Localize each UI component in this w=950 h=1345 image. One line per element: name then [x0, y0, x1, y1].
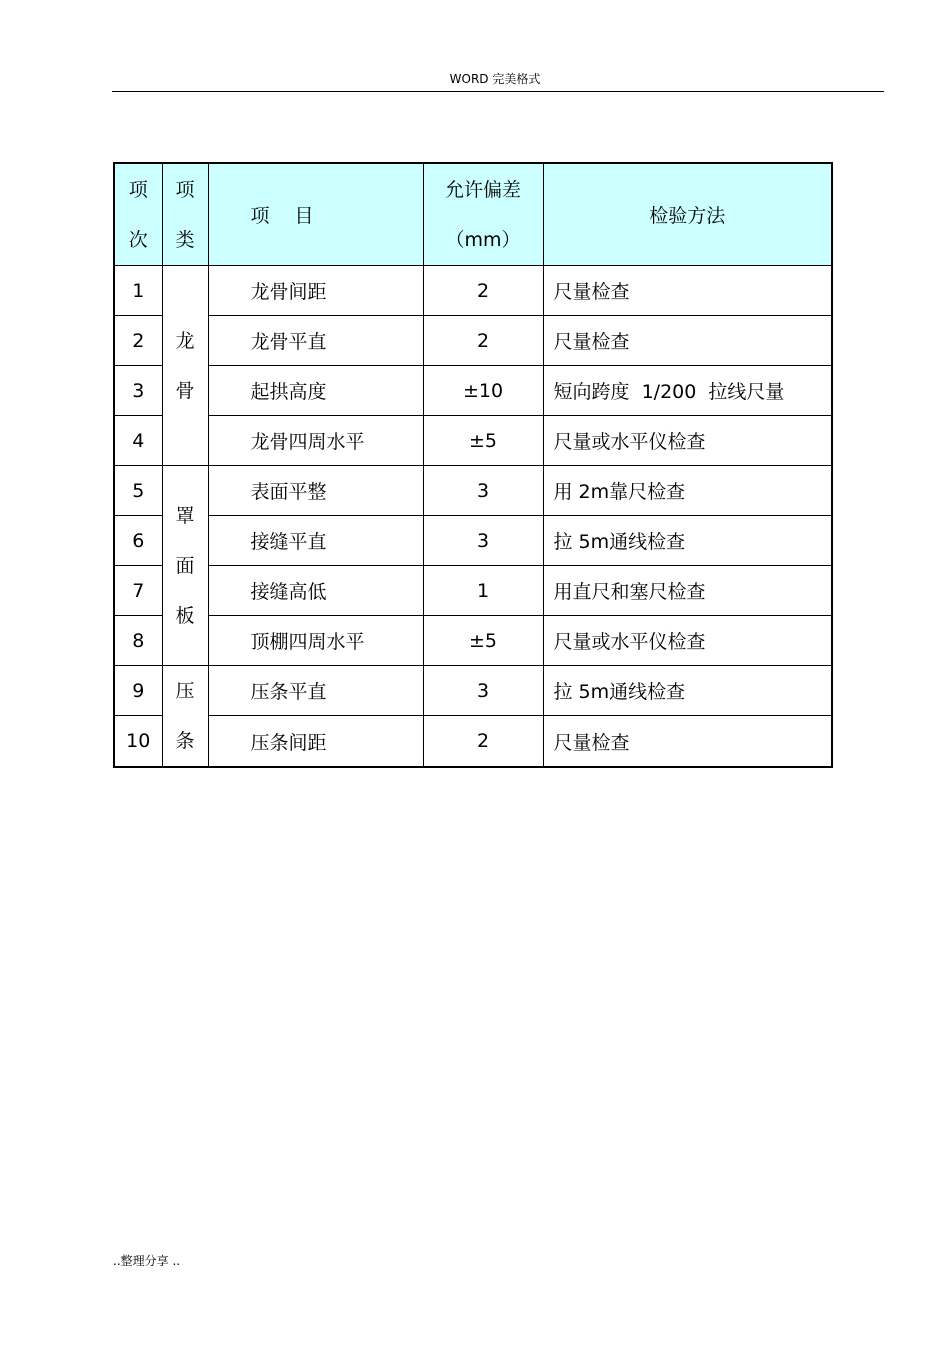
- row-tolerance: 1: [423, 566, 543, 616]
- table-row: [114, 666, 832, 716]
- row-index: 3: [114, 366, 162, 416]
- col-category-header: 项 类: [162, 163, 208, 266]
- row-method: 拉 5m通线检查: [543, 666, 832, 716]
- row-method: 短向跨度 1/200 拉线尺量: [543, 366, 832, 416]
- col-tolerance-header: 允许偏差 （mm）: [423, 163, 543, 266]
- row-index: 1: [114, 266, 162, 316]
- table-row: [114, 566, 832, 616]
- page-footer: ..整理分享 ..: [113, 1254, 181, 1268]
- row-item: 龙骨平直: [208, 316, 423, 366]
- category-keel: 龙 骨: [162, 266, 208, 466]
- table-row: [114, 716, 832, 767]
- col-method-header: 检验方法: [543, 163, 832, 266]
- row-method: 尺量或水平仪检查: [543, 616, 832, 666]
- table-row: [114, 466, 832, 516]
- table-header-row: [114, 163, 832, 266]
- row-tolerance: ±10: [423, 366, 543, 416]
- row-item: 压条间距: [208, 716, 423, 767]
- row-method: 尺量检查: [543, 266, 832, 316]
- col-item-header: 项 目: [208, 163, 423, 266]
- category-strip: 压 条: [162, 666, 208, 768]
- row-item: 起拱高度: [208, 366, 423, 416]
- row-item: 压条平直: [208, 666, 423, 716]
- row-method: 尺量检查: [543, 316, 832, 366]
- row-index: 5: [114, 466, 162, 516]
- row-index: 6: [114, 516, 162, 566]
- row-tolerance: 2: [423, 716, 543, 767]
- row-method: 尺量或水平仪检查: [543, 416, 832, 466]
- row-method: 用 2m靠尺检查: [543, 466, 832, 516]
- row-tolerance: 3: [423, 516, 543, 566]
- row-item: 接缝平直: [208, 516, 423, 566]
- row-tolerance: 3: [423, 666, 543, 716]
- row-tolerance: 2: [423, 316, 543, 366]
- header-rule: [112, 91, 884, 92]
- table-row: [114, 616, 832, 666]
- row-tolerance: ±5: [423, 616, 543, 666]
- row-index: 10: [114, 716, 162, 767]
- table-row: [114, 416, 832, 466]
- row-item: 接缝高低: [208, 566, 423, 616]
- row-method: 用直尺和塞尺检查: [543, 566, 832, 616]
- row-index: 8: [114, 616, 162, 666]
- row-method: 拉 5m通线检查: [543, 516, 832, 566]
- row-item: 顶棚四周水平: [208, 616, 423, 666]
- row-tolerance: 3: [423, 466, 543, 516]
- col-index-header: 项 次: [114, 163, 162, 266]
- table-row: [114, 316, 832, 366]
- category-panel: 罩 面 板: [162, 466, 208, 666]
- table-row: [114, 266, 832, 316]
- row-method: 尺量检查: [543, 716, 832, 767]
- row-index: 4: [114, 416, 162, 466]
- row-item: 表面平整: [208, 466, 423, 516]
- row-item: 龙骨间距: [208, 266, 423, 316]
- row-index: 7: [114, 566, 162, 616]
- row-item: 龙骨四周水平: [208, 416, 423, 466]
- row-index: 9: [114, 666, 162, 716]
- table-row: [114, 516, 832, 566]
- row-tolerance: ±5: [423, 416, 543, 466]
- row-index: 2: [114, 316, 162, 366]
- page-header: WORD 完美格式: [449, 72, 541, 86]
- table-row: [114, 366, 832, 416]
- row-tolerance: 2: [423, 266, 543, 316]
- inspection-table: [113, 162, 833, 768]
